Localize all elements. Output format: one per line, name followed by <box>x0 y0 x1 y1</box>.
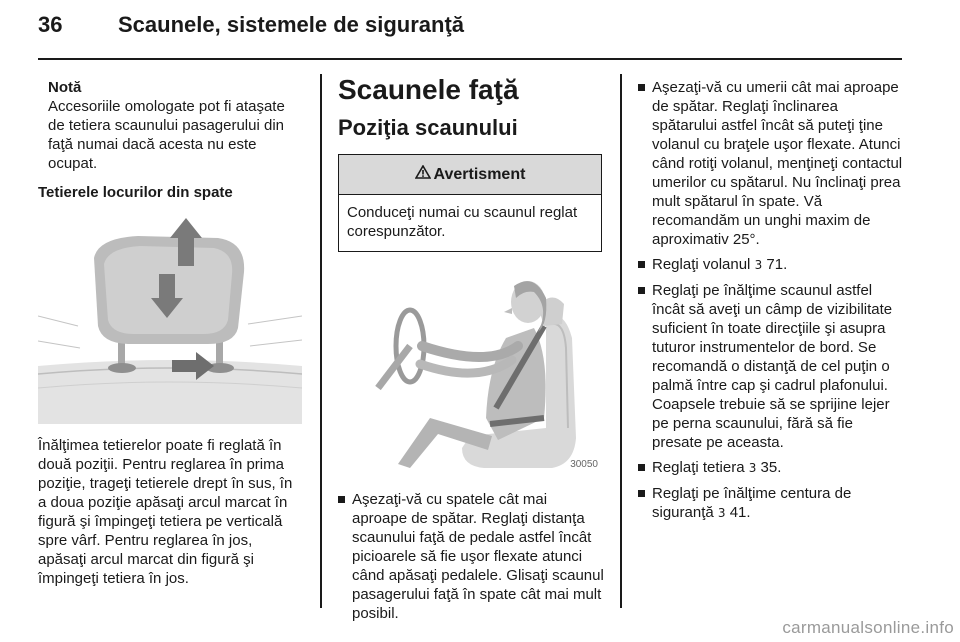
list-item: Reglaţi volanul 3 71. <box>638 255 904 275</box>
warning-title: Avertisment <box>433 166 526 183</box>
list-item: Aşezaţi-vă cu spatele cât mai aproape de spătar. Reglaţi distanţa scaunului faţă de pedale astfel încât picioarele să fie uşor flexate atunci când apăsaţi pedalele. Glisaţi scaunul pasagerului faţă în spate cât mai mult posibil. <box>338 490 604 623</box>
page-ref-link[interactable]: 71. <box>766 256 788 273</box>
list-item: Reglaţi pe înălţime centura de siguranţă 3 41. <box>638 484 904 523</box>
list-item: Reglaţi pe înălţime scaunul astfel încât să aveţi un câmp de vizibilitate suficient în toate direcţiile şi asupra tuturor instrumentelor de bord. Se recomandă o distanţă de cel puţin o palmă între cap şi cadrul plafonului. Coapsele trebuie să se sprijine lejer pe perna scaunului, fără să fie presate pe aceasta. <box>638 281 904 452</box>
chapter-title: Scaunele, sistemele de siguranţă <box>118 12 465 37</box>
middle-column <box>338 74 604 629</box>
page-ref-link[interactable]: 41. <box>729 504 751 521</box>
note-text: Accesoriile omologate pot fi ataşate de tetiera scaunului pasagerului din faţă numai dacă acesta nu este ocupat. <box>48 98 285 172</box>
list-item: Aşezaţi-vă cu umerii cât mai aproape de spătar. Reglaţi înclinarea spătarului astfel încât să puteţi ţine volanul cu braţele uşor flexate. Atunci când rotiţi volanul, menţineţi contactul umerilor cu spătarul. Nu înclinaţi prea mult spătarul în spate. Vă recomandăm un unghi maxim de aproximativ 25°. <box>638 78 904 249</box>
right-column <box>638 78 904 529</box>
left-column <box>38 78 304 588</box>
driver-seat-position-illustration <box>338 268 602 478</box>
section-heading: Scaunele faţă <box>338 74 519 105</box>
page-header <box>0 0 960 58</box>
list-item: Reglaţi tetiera 3 35. <box>638 458 904 478</box>
page-ref-icon: 3 <box>748 461 757 475</box>
column-divider-2 <box>620 74 622 608</box>
page-number: 36 <box>38 12 63 37</box>
warning-box <box>338 154 602 252</box>
seat-position-figure <box>338 268 602 478</box>
rear-headrests-heading: Tetierele locurilor din spate <box>38 184 233 201</box>
page-ref-icon: 3 <box>754 258 763 272</box>
page-ref-icon: 3 <box>717 506 726 520</box>
warning-triangle-icon <box>415 165 431 184</box>
header-rule <box>38 58 902 60</box>
subsection-heading: Poziţia scaunului <box>338 115 518 140</box>
watermark: carmanualsonline.info <box>782 618 954 637</box>
page-ref-link[interactable]: 35. <box>760 459 782 476</box>
note-box <box>38 78 304 173</box>
figure-id: 30050 <box>570 459 598 470</box>
rear-headrest-instructions: Înălţimea tetierelor poate fi reglată în două poziţii. Pentru reglarea în prima poziţie, trageţi tetierele drept în sus, în a doua poziţie apăsaţi arcul marcat în figură şi împingeţi tetiera pe verticală spre vârf. Pentru reglarea în jos, apăsaţi arcul marcat din figură şi împingeţi tetiera în jos. <box>38 437 293 587</box>
warning-header <box>339 155 601 195</box>
seat-bullet-list <box>338 490 604 623</box>
warning-text: Conduceţi numai cu scaunul reglat corespunzător. <box>347 204 578 240</box>
note-title: Notă <box>48 79 82 96</box>
rear-headrest-adjust-illustration <box>38 216 302 424</box>
seat-adjust-bullet-list <box>638 78 904 523</box>
rear-headrest-figure <box>38 216 302 424</box>
column-divider-1 <box>320 74 322 608</box>
